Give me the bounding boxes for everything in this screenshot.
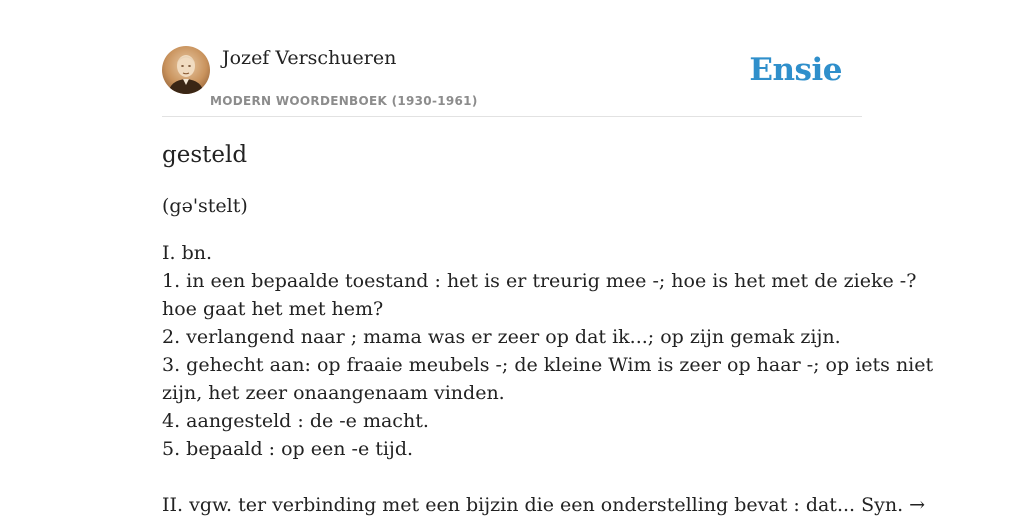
definition-line: 1. in een bepaalde toestand : het is er treurig mee -; hoe is het met de zieke -?	[162, 270, 917, 292]
page	[162, 0, 934, 516]
author-portrait-icon	[162, 46, 210, 94]
author-name[interactable]: Jozef Verschueren	[222, 47, 397, 69]
definition-line: 4. aangesteld : de -e macht.	[162, 410, 429, 432]
definition-line: II. vgw. ter verbinding met een bijzin die een onderstelling bevat : dat... Syn. →	[162, 494, 926, 516]
definition-line: 5. bepaald : op een -e tijd.	[162, 438, 414, 460]
site-logo[interactable]: Ensie	[749, 52, 842, 88]
definition-line: I. bn.	[162, 242, 213, 264]
pronunciation: (gə'stelt)	[162, 195, 248, 217]
entry-header	[162, 46, 862, 117]
definition-line: 3. gehecht aan: op fraaie meubels -; de kleine Wim is zeer op haar -; op iets niet	[162, 354, 934, 376]
definition-text	[162, 239, 934, 519]
author-avatar[interactable]	[162, 46, 210, 94]
source-label[interactable]: MODERN WOORDENBOEK (1930-1961)	[210, 94, 478, 108]
definition-line: hoe gaat het met hem?	[162, 298, 384, 320]
definition-line: 2. verlangend naar ; mama was er zeer op dat ik...; op zijn gemak zijn.	[162, 326, 841, 348]
definition-line: zijn, het zeer onaangenaam vinden.	[162, 382, 505, 404]
paragraph-gap	[162, 463, 862, 491]
headword: gesteld	[162, 142, 248, 168]
